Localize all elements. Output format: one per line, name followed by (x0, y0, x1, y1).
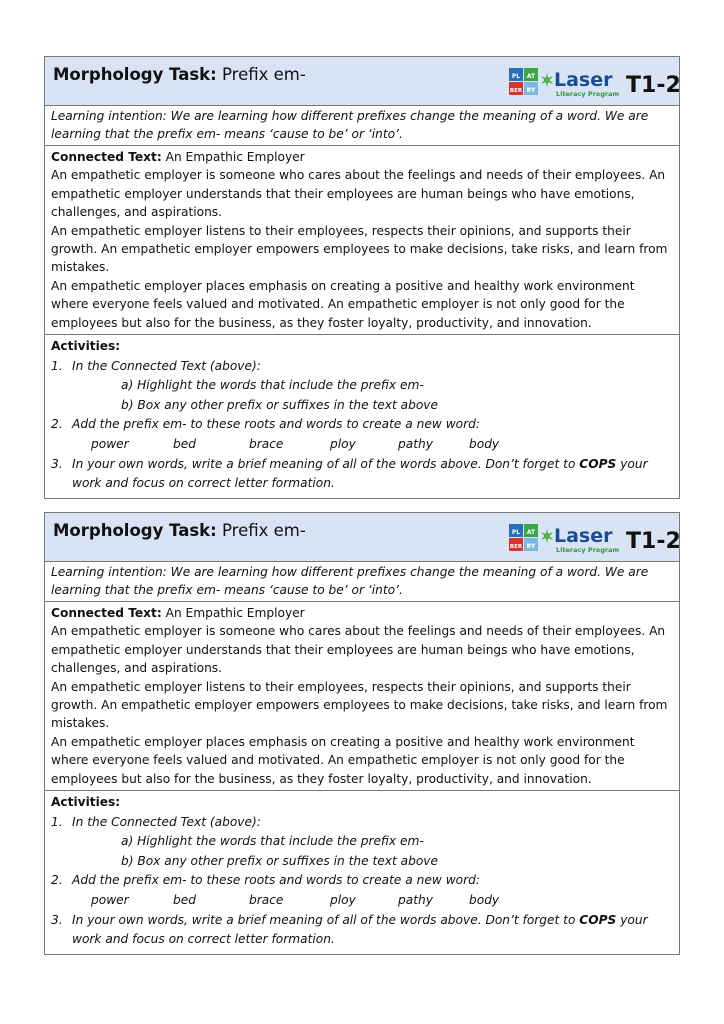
activity-item (51, 813, 673, 833)
task-title (53, 521, 306, 540)
logo-name: Laser (554, 525, 613, 547)
activity-number: 2. (51, 417, 63, 432)
word-item: body (469, 893, 500, 908)
activity-item (51, 415, 673, 435)
connected-text-label: Connected Text: (51, 150, 162, 164)
activity-text: Add the prefix em- to these roots and words to create a new word: (72, 873, 480, 888)
connected-paragraph: An empathetic employer listens to their employees, respects their opinions, and supports their growth. An empathetic employer empowers employees to make decisions, take risks, and learn from mistakes. (51, 679, 668, 731)
activity-item (51, 357, 673, 377)
activity-subitem: b) Box any other prefix or suffixes in the text above (121, 853, 438, 868)
activity-number: 3. (51, 912, 63, 927)
task-title-label: Morphology Task: (53, 65, 217, 84)
logo-tile-label-at: AT (526, 73, 536, 80)
activity-text (72, 911, 673, 950)
logo-tile-label-ry: RY (526, 87, 536, 94)
connected-paragraph: An empathetic employer places emphasis on creating a positive and healthy work environment where everyone feels valued and motivated. An empathetic employer is not only good for the employees but also for the business, as they foster loyalty, productivity, and innovation. (51, 278, 635, 330)
activity-number: 1. (51, 358, 63, 373)
word-item: power (91, 893, 129, 908)
logo-subtitle: Literacy Program (556, 90, 620, 98)
activity-item (51, 455, 673, 494)
activity-text-part: your work and focus on correct letter formation. (72, 456, 648, 491)
connected-paragraph: An empathetic employer is someone who cares about the feelings and needs of their employees. An empathetic employer understands that their employees are human beings who have emotions, challenges, and aspirations. (51, 624, 666, 676)
laser-burst-icon (541, 529, 553, 543)
activities-section (45, 790, 679, 954)
logo-tile-label-at: AT (526, 529, 536, 536)
word-list (51, 891, 673, 911)
activity-text: In the Connected Text (above): (72, 358, 261, 373)
word-item: brace (249, 893, 284, 908)
task-title (53, 65, 306, 84)
logo-tile-label-ber: BER (509, 544, 523, 550)
activity-subitem: a) Highlight the words that include the prefix em- (121, 834, 424, 849)
word-item: ploy (330, 437, 356, 452)
word-item: bed (173, 437, 196, 452)
connected-text-label: Connected Text: (51, 606, 162, 620)
word-item: pathy (398, 893, 433, 908)
activity-number: 2. (51, 873, 63, 888)
activity-text: In the Connected Text (above): (72, 814, 261, 829)
activity-text-part: your work and focus on correct letter formation. (72, 912, 648, 947)
word-item: ploy (330, 893, 356, 908)
word-item: pathy (398, 437, 433, 452)
connected-paragraph: An empathetic employer is someone who cares about the feelings and needs of their employees. An empathetic employer understands that their employees are human beings who have emotions, challenges, and aspirations. (51, 168, 666, 220)
activity-text-part: In your own words, write a brief meaning of all of the words above. Don’t forget to (72, 912, 576, 927)
connected-text-title: An Empathic Employer (165, 606, 305, 620)
word-item: body (469, 437, 500, 452)
word-item: power (91, 437, 129, 452)
task-title-label: Morphology Task: (53, 521, 217, 540)
activity-item (51, 911, 673, 950)
activity-text (72, 455, 673, 494)
activity-item (51, 871, 673, 891)
logo-tile-label-pl: PL (511, 529, 521, 536)
logo-tile-label-pl: PL (511, 73, 521, 80)
connected-paragraph: An empathetic employer places emphasis on creating a positive and healthy work environment where everyone feels valued and motivated. An empathetic employer is not only good for the employees but also for the business, as they foster loyalty, productivity, and innovation. (51, 734, 635, 786)
logo-name: Laser (554, 69, 613, 91)
logo-tile-label-ry: RY (526, 543, 536, 550)
task-title-text: Prefix em- (222, 65, 306, 84)
laser-burst-icon (541, 73, 553, 87)
activities-label: Activities: (51, 339, 121, 354)
activity-number: 1. (51, 814, 63, 829)
connected-text-section (45, 601, 679, 790)
activity-text-part: In your own words, write a brief meaning of all of the words above. Don’t forget to (72, 456, 576, 471)
activities-section (45, 334, 679, 498)
logo-level: T1-2 (626, 73, 681, 98)
connected-text-section (45, 145, 679, 334)
card-header (45, 57, 679, 105)
connected-paragraph: An empathetic employer listens to their employees, respects their opinions, and supports their growth. An empathetic employer empowers employees to make decisions, take risks, and learn from mistakes. (51, 223, 668, 275)
task-title-text: Prefix em- (222, 521, 306, 540)
logo-level: T1-2 (626, 529, 681, 554)
activity-subitem: a) Highlight the words that include the prefix em- (121, 378, 424, 393)
logo-subtitle: Literacy Program (556, 546, 620, 554)
activities-label: Activities: (51, 795, 121, 810)
activity-number: 3. (51, 456, 63, 471)
word-list (51, 435, 673, 455)
cops-keyword: COPS (579, 912, 617, 927)
cops-keyword: COPS (579, 456, 617, 471)
learning-intention: Learning intention: We are learning how different prefixes change the meaning of a word. We are learning that the prefix em- means ‘cause to be’ or ‘into’. (45, 105, 679, 145)
laser-literacy-logo (509, 65, 681, 99)
laser-literacy-logo (509, 521, 681, 555)
word-item: brace (249, 437, 284, 452)
connected-text-title: An Empathic Employer (165, 150, 305, 164)
activity-text: Add the prefix em- to these roots and words to create a new word: (72, 417, 480, 432)
learning-intention: Learning intention: We are learning how different prefixes change the meaning of a word. We are learning that the prefix em- means ‘cause to be’ or ‘into’. (45, 561, 679, 601)
word-item: bed (173, 893, 196, 908)
card-header (45, 513, 679, 561)
task-card (44, 56, 680, 499)
logo-tile-label-ber: BER (509, 88, 523, 94)
task-card (44, 512, 680, 955)
activity-subitem: b) Box any other prefix or suffixes in the text above (121, 397, 438, 412)
